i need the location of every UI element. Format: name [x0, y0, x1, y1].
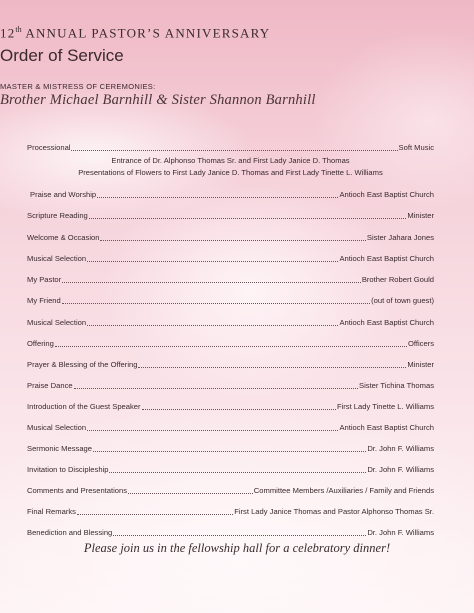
program-item-label: Invitation to Discipleship: [27, 465, 109, 474]
program-item-value: Antioch East Baptist Church: [339, 190, 434, 199]
program-item: [27, 273, 434, 285]
program-item-label: Processional: [27, 143, 71, 152]
program-item-label: Introduction of the Guest Speaker: [27, 402, 141, 411]
anniversary-suffix: th: [15, 25, 22, 34]
leader-dots: [142, 402, 336, 410]
program-item-value: Dr. John F. Williams: [367, 465, 434, 474]
program-item-label: Offering: [27, 339, 54, 348]
leader-dots: [113, 528, 366, 536]
program-item-label: Praise Dance: [27, 381, 73, 390]
program-item-value: Minister: [407, 211, 434, 220]
leader-dots: [87, 254, 338, 262]
program-item-label: Comments and Presentations: [27, 486, 128, 495]
program-item: [27, 209, 434, 221]
anniversary-number: 12: [0, 25, 16, 41]
program-item: [27, 526, 434, 538]
leader-dots: [87, 318, 338, 326]
processional-note: Entrance of Dr. Alphonso Thomas Sr. and First Lady Janice D. Thomas: [111, 156, 350, 165]
program-item: [27, 188, 434, 200]
program-item-value: Brother Robert Gould: [361, 275, 434, 284]
anniversary-heading: [0, 25, 474, 41]
leader-dots: [97, 190, 338, 198]
program-item-value: First Lady Tinette L. Williams: [336, 402, 434, 411]
leader-dots: [138, 360, 406, 368]
leader-dots: [87, 423, 338, 431]
program-item: [27, 463, 434, 475]
program-item-value: Dr. John F. Williams: [367, 528, 434, 537]
program-item-value: Dr. John F. Williams: [367, 444, 434, 453]
page-title: Order of Service: [0, 46, 124, 65]
leader-dots: [71, 143, 397, 151]
program-item-label: Musical Selection: [27, 318, 87, 327]
program-item-label: Scripture Reading: [27, 211, 88, 220]
program-item-label: Musical Selection: [27, 423, 87, 432]
program-item: [27, 141, 434, 153]
dinner-invitation: Please join us in the fellowship hall for a celebratory dinner!: [83, 541, 391, 555]
leader-dots: [109, 465, 366, 473]
program-item-value: Sister Tichina Thomas: [359, 381, 434, 390]
leader-dots: [62, 296, 370, 304]
program-item: [27, 337, 434, 349]
program-item-label: Sermonic Message: [27, 444, 92, 453]
program-item-value: Antioch East Baptist Church: [339, 254, 434, 263]
program-item-label: My Pastor: [27, 275, 62, 284]
program-item-value: Soft Music: [398, 143, 434, 152]
program-item: [27, 505, 434, 517]
program-item-label: Benediction and Blessing: [27, 528, 113, 537]
program-item-value: Sister Jahara Jones: [366, 233, 434, 242]
program-item: [27, 379, 434, 391]
program-item-value: Antioch East Baptist Church: [339, 423, 434, 432]
leader-dots: [74, 381, 358, 389]
leader-dots: [89, 211, 407, 219]
mc-names: Brother Michael Barnhill & Sister Shannon Barnhill: [0, 92, 316, 108]
leader-dots: [55, 339, 407, 347]
leader-dots: [93, 444, 366, 452]
program-item-label: Final Remarks: [27, 507, 76, 516]
program-item-value: Officers: [407, 339, 434, 348]
program-item: [27, 231, 434, 243]
program-item: [27, 400, 434, 412]
program-item: [27, 484, 434, 496]
program-item: [27, 252, 434, 264]
program-item: [27, 421, 434, 433]
program-item-value: First Lady Janice Thomas and Pastor Alphonso Thomas Sr.: [234, 507, 434, 516]
processional-note: Presentations of Flowers to First Lady Janice D. Thomas and First Lady Tinette L. Williams: [78, 168, 383, 177]
mc-label: MASTER & MISTRESS OF CEREMONIES:: [0, 82, 156, 91]
program-item-value: Committee Members /Auxiliaries / Family and Friends: [253, 486, 434, 495]
leader-dots: [77, 507, 233, 515]
program-item-value: Minister: [407, 360, 434, 369]
program-item-label: Welcome & Occasion: [27, 233, 100, 242]
anniversary-text: ANNUAL PASTOR’S ANNIVERSARY: [25, 25, 271, 41]
program-item-label: Prayer & Blessing of the Offering: [27, 360, 138, 369]
program-item-label: Musical Selection: [27, 254, 87, 263]
program-item: [27, 358, 434, 370]
program-item-label: My Friend: [27, 296, 61, 305]
program-item: [27, 294, 434, 306]
leader-dots: [100, 233, 365, 241]
program-item-label: Praise and Worship: [30, 190, 97, 199]
program-item: [27, 316, 434, 328]
leader-dots: [62, 275, 361, 283]
program-item-value: Antioch East Baptist Church: [339, 318, 434, 327]
leader-dots: [128, 486, 253, 494]
program-item: [27, 442, 434, 454]
program-item-value: (out of town guest): [371, 296, 434, 305]
